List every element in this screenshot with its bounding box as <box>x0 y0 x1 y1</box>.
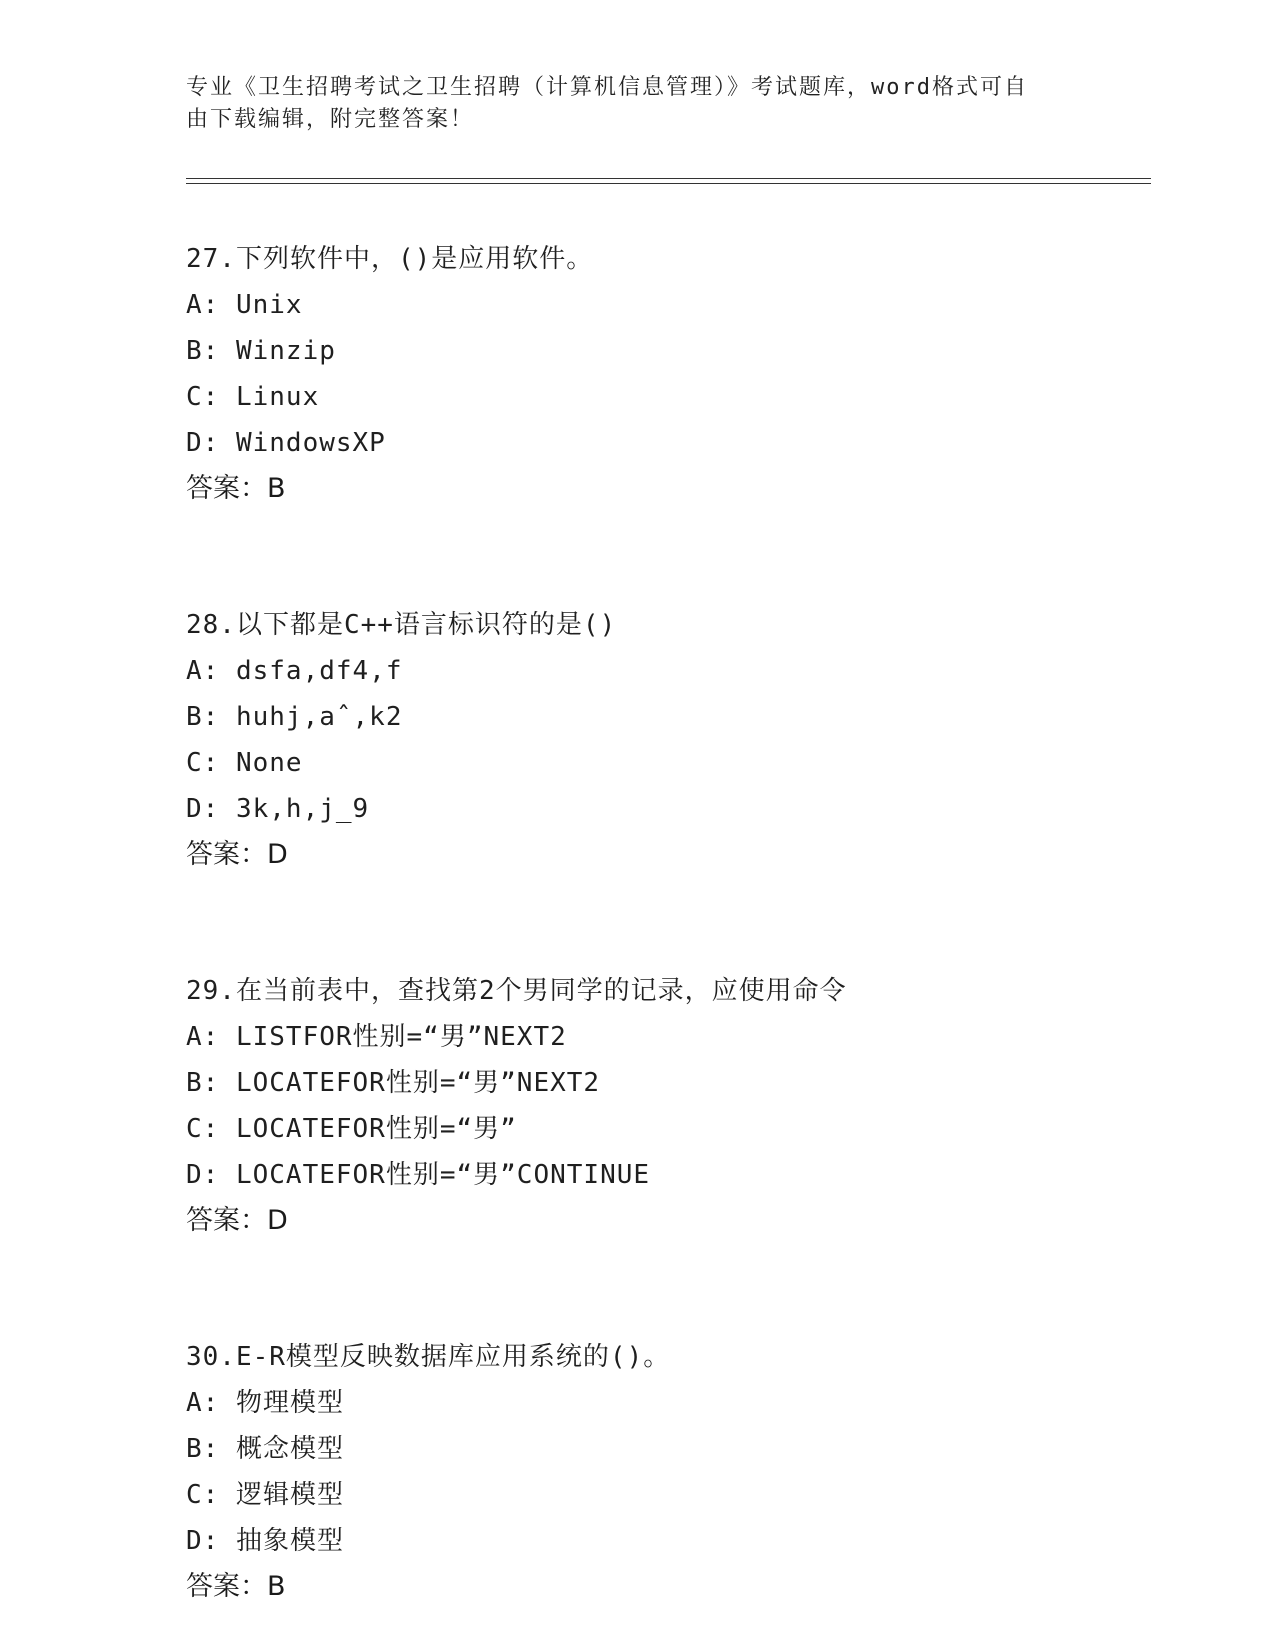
option-d: D: 3k,h,j_9 <box>186 794 370 824</box>
option-c: C: LOCATEFOR性别=“男” <box>186 1114 517 1144</box>
question-29 <box>186 968 1151 1244</box>
header-divider-bottom <box>186 183 1151 184</box>
question-stem: 27.下列软件中，()是应用软件。 <box>186 244 594 274</box>
answer-line: 答案：D <box>186 839 288 870</box>
answer-line: 答案：B <box>186 1571 286 1602</box>
option-b: B: LOCATEFOR性别=“男”NEXT2 <box>186 1068 601 1098</box>
question-28 <box>186 602 1151 878</box>
option-b: B: 概念模型 <box>186 1434 344 1464</box>
option-c: C: None <box>186 748 303 778</box>
option-a: A: LISTFOR性别=“男”NEXT2 <box>186 1022 567 1052</box>
option-b: B: huhj,aˆ,k2 <box>186 702 403 732</box>
question-stem: 28.以下都是C++语言标识符的是() <box>186 610 617 640</box>
question-27 <box>186 236 1151 512</box>
question-spacer <box>186 1244 1151 1334</box>
header-line-2: 由下载编辑，附完整答案！ <box>186 107 475 132</box>
question-spacer <box>186 878 1151 968</box>
question-30 <box>186 1334 1151 1610</box>
header-divider-top <box>186 178 1151 179</box>
option-c: C: 逻辑模型 <box>186 1480 344 1510</box>
option-d: D: WindowsXP <box>186 428 386 458</box>
header-line-1: 专业《卫生招聘考试之卫生招聘（计算机信息管理）》考试题库，word格式可自 <box>186 75 1028 100</box>
question-spacer <box>186 512 1151 602</box>
answer-line: 答案：D <box>186 1205 288 1236</box>
option-a: A: Unix <box>186 290 303 320</box>
option-b: B: Winzip <box>186 336 336 366</box>
question-stem: 29.在当前表中，查找第2个男同学的记录，应使用命令 <box>186 976 847 1006</box>
option-c: C: Linux <box>186 382 320 412</box>
option-a: A: 物理模型 <box>186 1388 344 1418</box>
document-header <box>186 72 1066 136</box>
option-d: D: LOCATEFOR性别=“男”CONTINUE <box>186 1160 651 1190</box>
answer-line: 答案：B <box>186 473 286 504</box>
question-list <box>186 236 1151 1610</box>
option-a: A: dsfa,df4,f <box>186 656 403 686</box>
question-stem: 30.E-R模型反映数据库应用系统的()。 <box>186 1342 671 1372</box>
option-d: D: 抽象模型 <box>186 1526 344 1556</box>
